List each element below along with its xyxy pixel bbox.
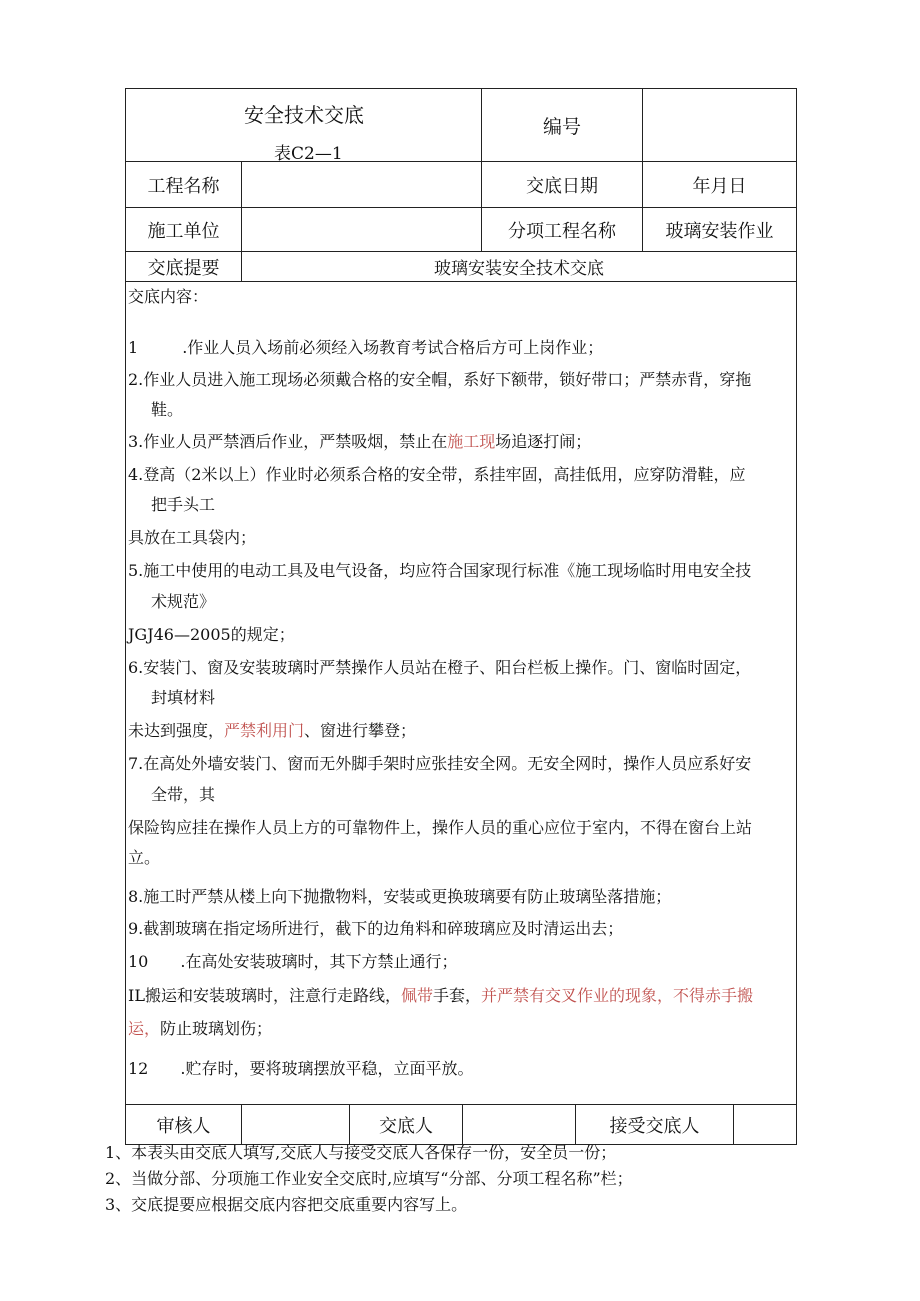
highlighted-text: 运，: [128, 1019, 161, 1038]
discloser-value[interactable]: [463, 1105, 576, 1145]
footnotes: [105, 1140, 633, 1218]
item-text: .在高处安装玻璃时，其下方禁止通行；: [180, 952, 458, 971]
item-7-line-1: 7.在高处外墙安装门、窗而无外脚手架时应张挂安全网。无安全网时，操作人员应系好安: [128, 754, 752, 773]
item-1: [128, 338, 792, 358]
highlighted-text: 并严禁有交叉作业的现象，不得赤手搬: [480, 986, 753, 1005]
code-label: 编号: [482, 89, 643, 162]
item-4-line-1: 4.登高（2米以上）作业时必须系合格的安全带，系挂牢固，高挂低用，应穿防滑鞋，应: [128, 465, 746, 484]
text-run: 场追逐打闹；: [495, 432, 592, 451]
item-6-line-2: 封填材料: [151, 688, 216, 707]
content-heading: 交底内容：: [128, 287, 209, 306]
item-6-line-1: 6.安装门、窗及安装玻璃时严禁操作人员站在橙子、阳台栏板上操作。门、窗临时固定，: [128, 658, 752, 677]
project-name-value[interactable]: [242, 162, 482, 208]
text-run: 3.作业人员严禁酒后作业，严禁吸烟，禁止在: [128, 432, 448, 451]
form-number: 表C2—1: [274, 144, 343, 164]
summary-label: 交底提要: [126, 252, 242, 282]
code-value[interactable]: [643, 89, 797, 162]
summary-value[interactable]: 玻璃安装安全技术交底: [242, 252, 797, 282]
date-value[interactable]: 年月日: [643, 162, 797, 208]
form-table: [125, 88, 797, 1145]
item-6-line-3: [128, 721, 792, 741]
item-4-line-3: 具放在工具袋内；: [128, 528, 257, 547]
receiver-label: 接受交底人: [576, 1105, 734, 1145]
unit-value[interactable]: [242, 208, 482, 252]
item-3: [128, 432, 792, 452]
item-text: .作业人员入场前必须经入场教育考试合格后方可上岗作业；: [182, 338, 604, 357]
receiver-value[interactable]: [734, 1105, 797, 1145]
text-run: 手套，: [432, 986, 481, 1005]
discloser-label: 交底人: [350, 1105, 463, 1145]
item-11-line-2: [128, 1019, 792, 1039]
reviewer-label: 审核人: [126, 1105, 242, 1145]
project-name-label: 工程名称: [126, 162, 242, 208]
subproject-label: 分项工程名称: [482, 208, 643, 252]
item-9: 9.截割玻璃在指定场所进行，截下的边角料和碎玻璃应及时清运出去；: [128, 919, 624, 938]
item-number: 1: [128, 338, 139, 357]
footnote-2: 2、当做分部、分项施工作业安全交底时,应填写“分部、分项工程名称”栏；: [105, 1169, 633, 1188]
item-11-line-1: [128, 986, 792, 1006]
form-title: 安全技术交底: [244, 103, 364, 127]
item-5-line-3: JGJ46—2005的规定；: [128, 625, 295, 644]
disclosure-form: [125, 88, 796, 1145]
item-text: .贮存时，要将玻璃摆放平稳，立面平放。: [180, 1059, 474, 1078]
text-run: IL搬运和安装玻璃时，注意行走路线，: [128, 986, 401, 1005]
footnote-1: 1、本表头由交底人填写,交底人与接受交底人各保存一份，安全员一份；: [105, 1143, 617, 1162]
item-12: [128, 1059, 792, 1079]
item-7-line-3: 保险钩应挂在操作人员上方的可靠物件上，操作人员的重心应位于室内，不得在窗台上站: [128, 818, 753, 837]
text-run: 未达到强度，: [128, 721, 225, 740]
item-number: 12: [128, 1059, 149, 1078]
date-label: 交底日期: [482, 162, 643, 208]
content-body: [126, 282, 796, 1104]
title-cell: [126, 89, 482, 162]
item-number: 10: [128, 952, 149, 971]
text-run: 、窗进行攀登；: [304, 721, 417, 740]
item-5-line-1: 5.施工中使用的电动工具及电气设备，均应符合国家现行标准《施工现场临时用电安全技: [128, 561, 752, 580]
unit-label: 施工单位: [126, 208, 242, 252]
item-7-line-4: 立。: [128, 848, 161, 867]
item-8: 8.施工时严禁从楼上向下抛撒物料，安装或更换玻璃要有防止玻璃坠落措施；: [128, 887, 672, 906]
item-5-line-2: 术规范》: [151, 592, 216, 611]
reviewer-value[interactable]: [242, 1105, 350, 1145]
item-2-line-2: 鞋。: [151, 400, 184, 419]
highlighted-text: 施工现: [447, 432, 496, 451]
item-2-line-1: 2.作业人员进入施工现场必须戴合格的安全帽，系好下额带，锁好带口；严禁赤背，穿拖: [128, 370, 752, 389]
subproject-value[interactable]: 玻璃安装作业: [643, 208, 797, 252]
item-4-line-2: 把手头工: [151, 495, 216, 514]
item-10: [128, 952, 792, 972]
footnote-3: 3、交底提要应根据交底内容把交底重要内容写上。: [105, 1195, 468, 1214]
item-7-line-2: 全带，其: [151, 785, 216, 804]
highlighted-text: 严禁利用门: [224, 721, 305, 740]
text-run: 防止玻璃划伤；: [160, 1019, 273, 1038]
highlighted-text: 佩带: [400, 986, 433, 1005]
content-cell: [126, 282, 797, 1105]
